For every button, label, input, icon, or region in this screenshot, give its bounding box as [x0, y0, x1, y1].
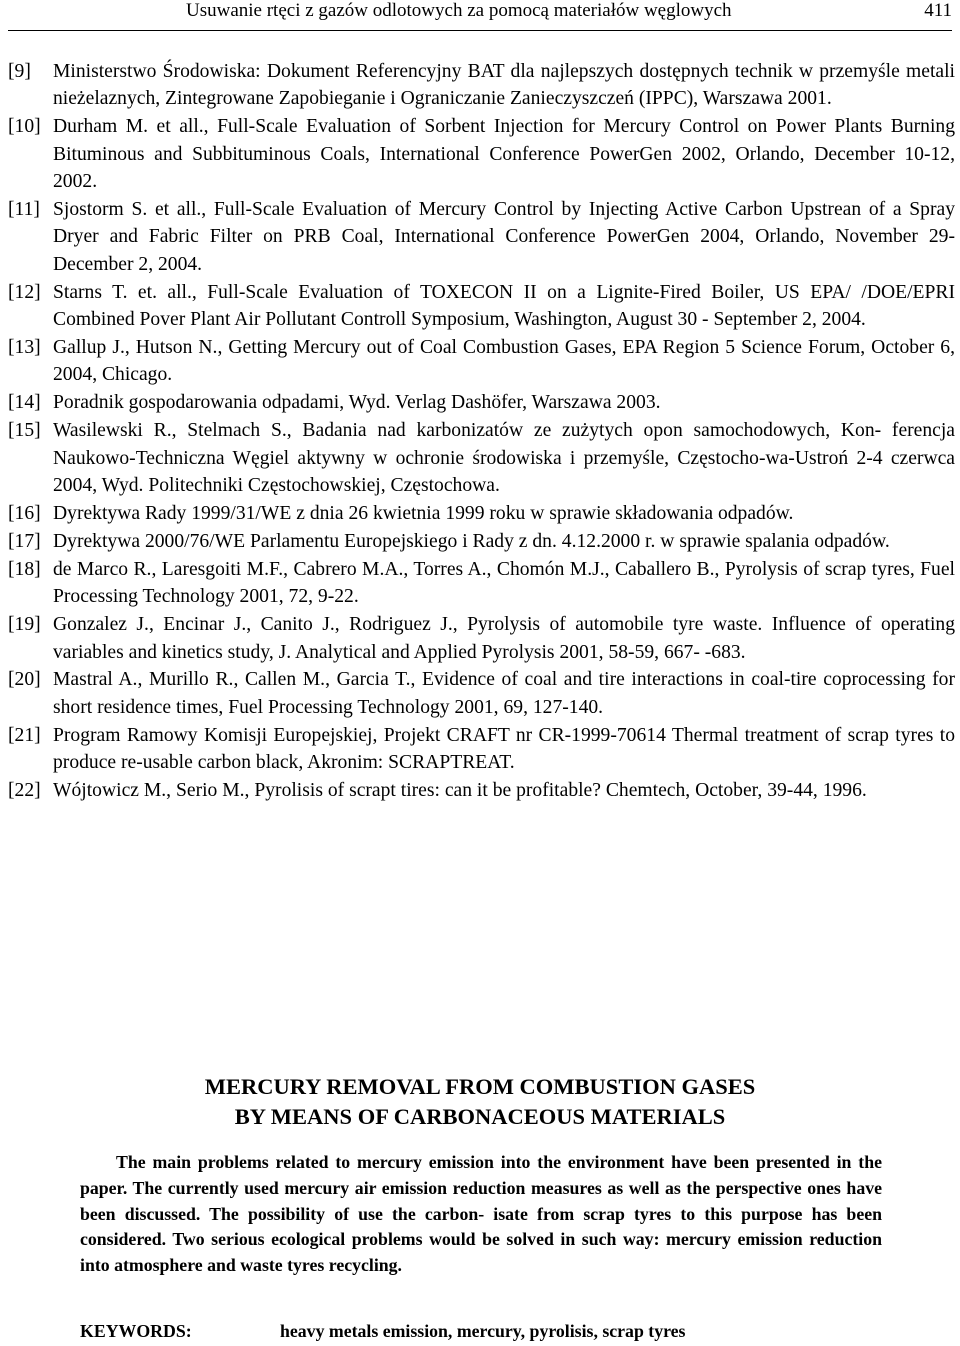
running-header-title: Usuwanie rtęci z gazów odlotowych za pomocą materiałów węglowych — [186, 0, 732, 21]
reference-text: Dyrektywa Rady 1999/31/WE z dnia 26 kwietnia 1999 roku w sprawie składowania odpadów. — [53, 503, 794, 524]
keywords-value: heavy metals emission, mercury, pyrolisis, scrap tyres — [280, 1321, 686, 1341]
reference-item — [8, 196, 955, 278]
reference-item — [8, 777, 955, 804]
reference-number: [13] — [8, 337, 41, 359]
keywords-label: KEYWORDS: — [80, 1321, 192, 1341]
reference-text: Dyrektywa 2000/76/WE Parlamentu Europejskiego i Rady z dn. 4.12.2000 r. w sprawie spalania odpadów. — [53, 530, 890, 552]
reference-text: Wasilewski R., Stelmach S., Badania nad karbonizatów ze zużytych opon samochodowych, Kon- ferencja Naukowo-Techniczna Węgiel aktywny w ochronie środowiska i przemyśle, Częstocho-wa-Ustroń 2-4 czerwca 2004, Wyd. Politechniki Częstochowskiej, Częstochowa. — [53, 420, 955, 497]
reference-text: Sjostorm S. et all., Full-Scale Evaluation of Mercury Control by Injecting Active Carbon Upstrean of a Spray Dryer and Fabric Filter on PRB Coal, International Conference PowerGen 2004, Orlando, November 29-December 2, 2004. — [53, 199, 955, 275]
abstract-body: The main problems related to mercury emission into the environment have been presented in the paper. The currently used mercury air emission reduction measures as well as the perspective ones have been discussed. The possibility of use the carbon- isate from scrap tyres to this purpose has been considered. Two serious ecological problems would be solved in such way: mercury emission reduction into atmosphere and waste tyres recycling. — [80, 1152, 882, 1276]
reference-text: de Marco R., Laresgoiti M.F., Cabrero M.A., Torres A., Chomón M.J., Caballero B., Pyrolysis of scrap tyres, Fuel Processing Technology 2001, 72, 9-22. — [53, 558, 955, 608]
keywords-line — [80, 1320, 685, 1342]
reference-item — [8, 528, 955, 555]
abstract-title-line: MERCURY REMOVAL FROM COMBUSTION GASES — [204, 1074, 756, 1099]
reference-item — [8, 113, 955, 195]
page-number: 411 — [924, 0, 952, 21]
reference-item — [8, 417, 955, 499]
reference-item — [8, 722, 955, 777]
reference-text: Gonzalez J., Encinar J., Canito J., Rodriguez J., Pyrolysis of automobile tyre waste. Influence of operating variables and kinetics study, J. Analytical and Applied Pyrolysis 2001, 58-59, 667- -683. — [53, 614, 955, 663]
reference-item — [8, 666, 955, 721]
reference-item — [8, 556, 955, 611]
running-header — [8, 0, 952, 31]
reference-number: [21] — [8, 724, 41, 746]
reference-text: Durham M. et all., Full-Scale Evaluation of Sorbent Injection for Mercury Control on Power Plants Burning Bituminous and Subbituminous Coals, International Conference PowerGen 2002, Orlando, December 10-12, 2002. — [53, 116, 955, 193]
reference-text: Starns T. et. all., Full-Scale Evaluation of TOXECON II on a Lignite-Fired Boiler, US EPA/ /DOE/EPRI Combined Pover Plant Air Pollutant Controll Symposium, Washington, August 30 - September 2, 2004. — [53, 281, 955, 331]
reference-item — [8, 500, 955, 527]
reference-number: [18] — [8, 558, 41, 580]
reference-text: Ministerstwo Środowiska: Dokument Referencyjny BAT dla najlepszych dostępnych technik w przemyśle metali nieżelaznych, Zintegrowane Zapobieganie i Ograniczanie Zanieczyszczeń (IPPC), Warszawa 2001. — [53, 61, 955, 110]
reference-number: [16] — [8, 503, 41, 524]
reference-number: [9] — [8, 61, 31, 82]
reference-number: [12] — [8, 281, 41, 303]
reference-number: [10] — [8, 116, 41, 138]
reference-item — [8, 279, 955, 334]
abstract-title-line: BY MEANS OF CARBONACEOUS MATERIALS — [234, 1104, 726, 1129]
reference-text: Gallup J., Hutson N., Getting Mercury out of Coal Combustion Gases, EPA Region 5 Science Forum, October 6, 2004, Chicago. — [53, 337, 955, 386]
reference-text: Poradnik gospodarowania odpadami, Wyd. Verlag Dashöfer, Warszawa 2003. — [53, 392, 661, 414]
reference-text: Mastral A., Murillo R., Callen M., Garcia T., Evidence of coal and tire interactions in coal-tire coprocessing for short residence times, Fuel Processing Technology 2001, 69, 127-140. — [53, 669, 955, 718]
reference-item — [8, 58, 955, 113]
reference-number: [20] — [8, 669, 41, 691]
reference-number: [14] — [8, 392, 41, 414]
reference-list — [8, 58, 955, 805]
reference-number: [15] — [8, 420, 41, 442]
reference-number: [17] — [8, 530, 41, 552]
reference-text: Program Ramowy Komisji Europejskiej, Projekt CRAFT nr CR-1999-70614 Thermal treatment of scrap tyres to produce re-usable carbon black, Akronim: SCRAPTREAT. — [53, 724, 955, 774]
reference-item — [8, 334, 955, 389]
reference-number: [19] — [8, 614, 41, 636]
reference-item — [8, 389, 955, 416]
reference-item — [8, 611, 955, 666]
reference-number: [11] — [8, 199, 40, 221]
abstract-title — [0, 1072, 960, 1132]
reference-text: Wójtowicz M., Serio M., Pyrolisis of scrapt tires: can it be profitable? Chemtech, October, 39-44, 1996. — [53, 780, 867, 802]
reference-number: [22] — [8, 780, 41, 802]
